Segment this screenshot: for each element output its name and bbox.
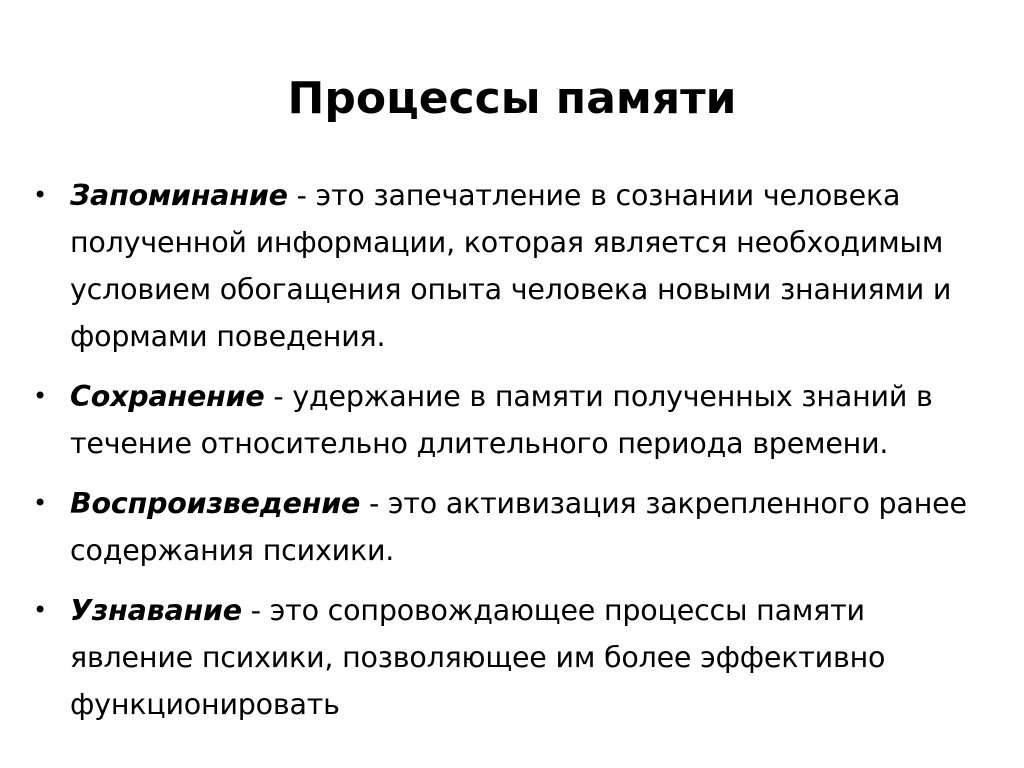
definition-retention: удержание в памяти полученных знаний в течение относительно длительного периода времени. (70, 380, 933, 460)
term-separator: - (241, 594, 270, 627)
term-memorization: Запоминание (70, 179, 288, 212)
list-item-memorization (30, 172, 992, 360)
list-item-recognition (30, 587, 992, 728)
definition-recognition: это сопровождающее процессы памяти явление психики, позволяющее им более эффективно функционировать (70, 594, 886, 721)
term-separator: - (264, 380, 293, 413)
definition-memorization: это запечатление в сознании человека полученной информации, которая является необходимым условием обогащения опыта человека новыми знаниями и формами поведения. (70, 179, 952, 353)
slide-title: Процессы памяти (287, 73, 737, 124)
definition-reproduction: это активизация закрепленного ранее содержания психики. (70, 487, 967, 567)
bullet-icon: • (33, 382, 47, 410)
list-item-retention (30, 373, 992, 467)
bullet-icon: • (33, 181, 47, 209)
list-item-reproduction (30, 480, 992, 574)
term-recognition: Узнавание (70, 594, 242, 627)
bullet-list (30, 172, 992, 741)
bullet-icon: • (33, 489, 47, 517)
bullet-icon: • (33, 596, 47, 624)
term-separator: - (360, 487, 388, 520)
term-retention: Сохранение (70, 380, 265, 413)
term-separator: - (287, 179, 316, 212)
term-reproduction: Воспроизведение (70, 487, 361, 520)
